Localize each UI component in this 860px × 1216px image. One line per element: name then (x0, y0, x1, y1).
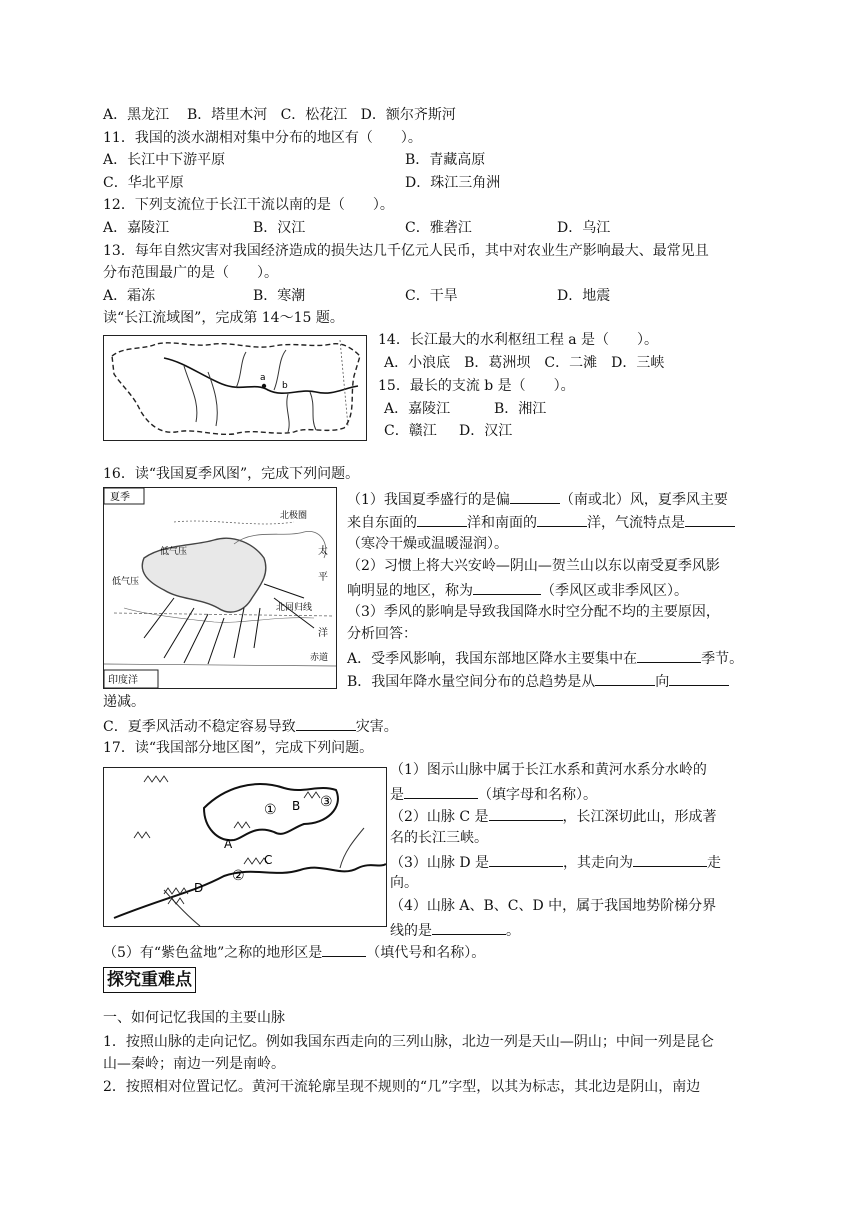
map3-label-A: A (224, 837, 233, 851)
q16-p1-line1: （1）我国夏季盛行的是偏 （南或北）风，夏季风主要 (347, 489, 728, 509)
map2-equator: 赤道 (310, 653, 329, 663)
q10-option-c: C．松花江 (280, 107, 348, 123)
q11-option-c: C．华北平原 (103, 175, 184, 191)
q12-stem: 12．下列支流位于长江干流以南的是（ ）。 (103, 197, 394, 213)
map2-ocean3: 洋 (318, 628, 328, 639)
q17-p2-line1: （2）山脉 C 是 ，长江深切此山，形成著 (390, 806, 717, 826)
q16-p2-line1: （2）习惯上将大兴安岭—阴山—贺兰山以东以南受夏季风影 (347, 558, 720, 574)
q11-option-b: B．青藏高原 (405, 152, 486, 168)
q17-p5: （5）有“紫色盆地”之称的地形区是 （填代号和名称）。 (103, 942, 485, 962)
q17-stem: 17．读“我国部分地区图”，完成下列问题。 (103, 740, 374, 756)
q10-option-d: D．额尔齐斯河 (360, 107, 456, 123)
q16-pb-cont: 递减。 (103, 694, 145, 710)
section-item1-line2: 山—秦岭；南边一列是南岭。 (103, 1056, 285, 1072)
map2-low1: 低气压 (160, 547, 188, 557)
map2-arctic: 北极圈 (280, 511, 308, 521)
q12-option-c: C．雅砻江 (405, 220, 472, 236)
q13-option-a: A．霜冻 (103, 288, 156, 304)
q15-option-c: C．赣江 (384, 423, 437, 439)
q14-options: A．小浪底 B．葛洲坝 C．二滩 D．三峡 (384, 355, 665, 371)
q13-option-c: C．干旱 (405, 288, 458, 304)
map3-label-D: D (194, 881, 204, 895)
map1-label-a: a (260, 373, 266, 383)
q11-option-a: A．长江中下游平原 (103, 152, 226, 168)
map3-label-C: C (264, 853, 273, 867)
q12-option-a: A．嘉陵江 (103, 220, 170, 236)
q14-stem: 14．长江最大的水利枢纽工程 a 是（ ）。 (378, 332, 659, 348)
q16-pa: A．受季风影响，我国东部地区降水主要集中在 季节。 (347, 648, 743, 668)
map3-label-B: B (292, 799, 301, 813)
q15-stem: 15．最长的支流 b 是（ ）。 (378, 378, 575, 394)
q17-p1-line2: 是 （填字母和名称）。 (390, 784, 597, 804)
yangtze-basin-map (103, 335, 367, 441)
q17-p3-line2: 向。 (390, 875, 418, 891)
q17-p4-line2: 线的是 。 (390, 920, 520, 940)
q12-option-b: B．汉江 (253, 220, 306, 236)
q12-option-d: D．乌江 (557, 220, 611, 236)
q15-option-d: D．汉江 (459, 423, 513, 439)
section-title: 探究重难点 (103, 967, 196, 993)
q16-p3-line2: 分析回答： (347, 626, 417, 642)
q13-option-b: B．寒潮 (253, 288, 306, 304)
q11-option-d: D．珠江三角洲 (405, 175, 501, 191)
region-mountains-map (103, 767, 387, 927)
q16-pb: B．我国年降水量空间分布的总趋势是从 向 (347, 671, 729, 691)
map3-region2: ② (232, 868, 245, 884)
q10-option-a: A．黑龙江 (103, 107, 170, 123)
q13-stem-line2: 分布范围最广的是（ ）。 (103, 265, 278, 281)
q17-p3-line1: （3）山脉 D 是 ，其走向为 走 (390, 852, 721, 872)
section-item2-line1: 2．按照相对位置记忆。黄河干流轮廓呈现不规则的“几”字型，以其为标志，其北边是阴山，南边 (103, 1079, 701, 1095)
q13-option-d: D．地震 (557, 288, 611, 304)
q16-pc: C．夏季风活动不稳定容易导致 灾害。 (103, 716, 398, 736)
q16-p3-line1: （3）季风的影响是导致我国降水时空分配不均的主要原因， (347, 604, 720, 620)
q11-stem: 11．我国的淡水湖相对集中分布的地区有（ ）。 (103, 130, 422, 146)
q16-stem: 16．读“我国夏季风图”，完成下列问题。 (103, 466, 360, 482)
section-item1-line1: 1．按照山脉的走向记忆。例如我国东西走向的三列山脉，北边一列是天山—阴山；中间一列是昆仑 (103, 1034, 714, 1050)
section-subtitle: 一、如何记忆我国的主要山脉 (103, 1010, 285, 1026)
summer-monsoon-map (103, 487, 337, 689)
map3-region3: ③ (320, 794, 333, 810)
q13-stem-line1: 13．每年自然灾害对我国经济造成的损失达几千亿元人民币，其中对农业生产影响最大、最常见且 (103, 243, 709, 259)
map2-low2: 低气压 (112, 577, 140, 587)
q16-p1-line2: 来自东面的 洋和南面的 洋，气流特点是 (347, 512, 735, 532)
q15-option-a: A．嘉陵江 (384, 401, 451, 417)
map2-ocean1: 太 (318, 546, 328, 557)
q10-option-b: B．塔里木河 (186, 107, 268, 123)
read-instruction-14-15: 读“长江流域图”，完成第 14～15 题。 (103, 310, 344, 326)
q10-options (103, 106, 456, 124)
q17-p1-line1: （1）图示山脉中属于长江水系和黄河水系分水岭的 (390, 762, 707, 778)
map2-indian: 印度洋 (108, 675, 138, 686)
q15-option-b: B．湘江 (494, 401, 547, 417)
q17-p4-line1: （4）山脉 A、B、C、D 中，属于我国地势阶梯分界 (390, 898, 717, 914)
map2-ocean2: 平 (318, 572, 328, 583)
q17-p2-line2: 名的长江三峡。 (390, 830, 488, 846)
map1-label-b: b (282, 381, 288, 391)
map2-season: 夏季 (110, 492, 130, 503)
q16-p2-line2: 响明显的地区，称为 （季风区或非季风区）。 (347, 580, 688, 600)
map2-tropic: 北回归线 (276, 603, 313, 613)
map3-region1: ① (264, 802, 277, 818)
q16-p1-line3: （寒冷干燥或温暖湿润）。 (347, 536, 508, 552)
